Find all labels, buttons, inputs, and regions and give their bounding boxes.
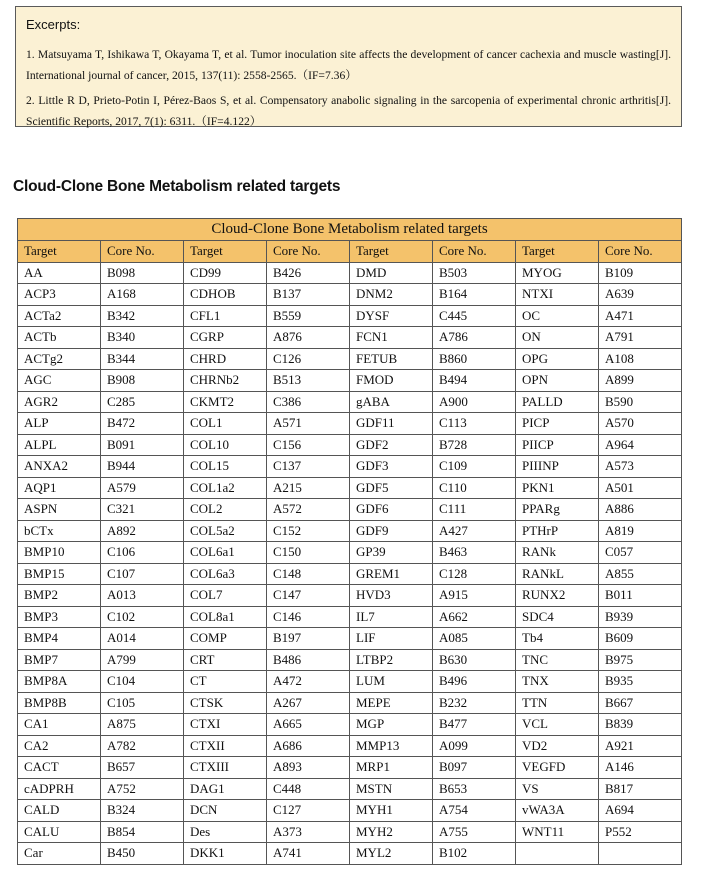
core-no-cell: B477 (433, 714, 516, 736)
target-cell: CTSK (184, 692, 267, 714)
core-no-cell: C107 (101, 563, 184, 585)
target-cell: cADPRH (18, 778, 101, 800)
core-no-cell: B939 (599, 606, 682, 628)
target-cell: SDC4 (516, 606, 599, 628)
target-cell: PPARg (516, 499, 599, 521)
core-no-cell: A899 (599, 370, 682, 392)
header-target: Target (350, 241, 433, 263)
target-cell: vWA3A (516, 800, 599, 822)
target-cell: ON (516, 327, 599, 349)
table-row (18, 434, 682, 456)
target-cell: COL8a1 (184, 606, 267, 628)
target-cell: COL6a3 (184, 563, 267, 585)
target-cell: Car (18, 843, 101, 865)
core-no-cell: A215 (267, 477, 350, 499)
core-no-cell: A570 (599, 413, 682, 435)
core-no-cell: B503 (433, 262, 516, 284)
core-no-cell: C128 (433, 563, 516, 585)
core-no-cell: B667 (599, 692, 682, 714)
table-row (18, 456, 682, 478)
table-row (18, 370, 682, 392)
target-cell: CD99 (184, 262, 267, 284)
target-cell: DNM2 (350, 284, 433, 306)
target-cell: WNT11 (516, 821, 599, 843)
core-no-cell: A662 (433, 606, 516, 628)
target-cell: FCN1 (350, 327, 433, 349)
core-no-cell: A694 (599, 800, 682, 822)
core-no-cell: B494 (433, 370, 516, 392)
target-cell: ACTa2 (18, 305, 101, 327)
table-row (18, 477, 682, 499)
target-cell: DYSF (350, 305, 433, 327)
table-row (18, 843, 682, 865)
core-no-cell: B839 (599, 714, 682, 736)
core-no-cell: B342 (101, 305, 184, 327)
core-no-cell (599, 843, 682, 865)
core-no-cell: B344 (101, 348, 184, 370)
target-cell: LIF (350, 628, 433, 650)
target-cell: PIIINP (516, 456, 599, 478)
core-no-cell: B657 (101, 757, 184, 779)
target-cell: NTXI (516, 284, 599, 306)
table-row (18, 262, 682, 284)
core-no-cell: A755 (433, 821, 516, 843)
core-no-cell: A014 (101, 628, 184, 650)
target-cell: GDF9 (350, 520, 433, 542)
target-cell: COL1a2 (184, 477, 267, 499)
core-no-cell: A892 (101, 520, 184, 542)
target-cell: COL10 (184, 434, 267, 456)
core-no-cell: B340 (101, 327, 184, 349)
target-cell: COL15 (184, 456, 267, 478)
target-cell: MYH2 (350, 821, 433, 843)
target-cell: AQP1 (18, 477, 101, 499)
target-cell: IL7 (350, 606, 433, 628)
core-no-cell: C445 (433, 305, 516, 327)
target-cell: BMP3 (18, 606, 101, 628)
excerpts-title: Excerpts: (26, 17, 81, 32)
core-no-cell: C321 (101, 499, 184, 521)
target-cell: VD2 (516, 735, 599, 757)
header-core-no: Core No. (267, 241, 350, 263)
target-cell: CT (184, 671, 267, 693)
table-row (18, 327, 682, 349)
target-cell: OC (516, 305, 599, 327)
core-no-cell: B653 (433, 778, 516, 800)
core-no-cell: A782 (101, 735, 184, 757)
table-row (18, 499, 682, 521)
target-cell: AGC (18, 370, 101, 392)
core-no-cell: C111 (433, 499, 516, 521)
core-no-cell: B486 (267, 649, 350, 671)
core-no-cell: B609 (599, 628, 682, 650)
target-cell: DAG1 (184, 778, 267, 800)
header-core-no: Core No. (599, 241, 682, 263)
target-cell: OPG (516, 348, 599, 370)
target-cell: DKK1 (184, 843, 267, 865)
target-cell: CALU (18, 821, 101, 843)
core-no-cell: C113 (433, 413, 516, 435)
target-cell: MYL2 (350, 843, 433, 865)
core-no-cell: B109 (599, 262, 682, 284)
core-no-cell: C057 (599, 542, 682, 564)
target-cell: CHRNb2 (184, 370, 267, 392)
core-no-cell: A665 (267, 714, 350, 736)
core-no-cell: A168 (101, 284, 184, 306)
table-row (18, 391, 682, 413)
target-cell: BMP2 (18, 585, 101, 607)
table-row (18, 585, 682, 607)
core-no-cell: A099 (433, 735, 516, 757)
core-no-cell: A875 (101, 714, 184, 736)
target-cell: CDHOB (184, 284, 267, 306)
core-no-cell: B630 (433, 649, 516, 671)
target-cell: AA (18, 262, 101, 284)
target-cell: OPN (516, 370, 599, 392)
core-no-cell: C146 (267, 606, 350, 628)
table-row (18, 520, 682, 542)
core-no-cell: A573 (599, 456, 682, 478)
target-cell: COL5a2 (184, 520, 267, 542)
target-cell: ALP (18, 413, 101, 435)
core-no-cell: C285 (101, 391, 184, 413)
target-cell: FMOD (350, 370, 433, 392)
core-no-cell: A471 (599, 305, 682, 327)
core-no-cell: A921 (599, 735, 682, 757)
target-cell: CTXIII (184, 757, 267, 779)
target-cell: PICP (516, 413, 599, 435)
core-no-cell: A791 (599, 327, 682, 349)
core-no-cell: A886 (599, 499, 682, 521)
target-cell: PIICP (516, 434, 599, 456)
core-no-cell: A900 (433, 391, 516, 413)
core-no-cell: B590 (599, 391, 682, 413)
target-cell: BMP7 (18, 649, 101, 671)
core-no-cell: B975 (599, 649, 682, 671)
core-no-cell: C147 (267, 585, 350, 607)
core-no-cell: B164 (433, 284, 516, 306)
target-cell: MRP1 (350, 757, 433, 779)
table-row (18, 821, 682, 843)
header-row (18, 241, 682, 263)
core-no-cell: C137 (267, 456, 350, 478)
core-no-cell: A579 (101, 477, 184, 499)
reference-2: 2. Little R D, Prieto-Potin I, Pérez-Baos S, et al. Compensatory anabolic signaling in the sarcopenia of experimental chronic arthritis[J]. Scientific Reports, 2017, 7(1): 6311.（IF=4.122） (26, 94, 671, 128)
core-no-cell: B472 (101, 413, 184, 435)
core-no-cell: A572 (267, 499, 350, 521)
target-cell: MYH1 (350, 800, 433, 822)
target-cell: MSTN (350, 778, 433, 800)
target-cell: GDF3 (350, 456, 433, 478)
core-no-cell: B137 (267, 284, 350, 306)
target-cell: BMP10 (18, 542, 101, 564)
section-title: Cloud-Clone Bone Metabolism related targets (13, 178, 341, 195)
core-no-cell: B496 (433, 671, 516, 693)
target-cell: COL6a1 (184, 542, 267, 564)
target-cell: COL2 (184, 499, 267, 521)
target-cell: RUNX2 (516, 585, 599, 607)
target-cell: CALD (18, 800, 101, 822)
core-no-cell: C150 (267, 542, 350, 564)
table-row (18, 735, 682, 757)
header-target: Target (184, 241, 267, 263)
table-row (18, 671, 682, 693)
core-no-cell: A786 (433, 327, 516, 349)
core-no-cell: C148 (267, 563, 350, 585)
target-cell: GDF2 (350, 434, 433, 456)
core-no-cell: C102 (101, 606, 184, 628)
core-no-cell: A855 (599, 563, 682, 585)
core-no-cell: A085 (433, 628, 516, 650)
core-no-cell: C126 (267, 348, 350, 370)
target-cell: CTXI (184, 714, 267, 736)
target-cell: CGRP (184, 327, 267, 349)
target-cell: DMD (350, 262, 433, 284)
target-cell: ANXA2 (18, 456, 101, 478)
core-no-cell: B197 (267, 628, 350, 650)
core-no-cell: A819 (599, 520, 682, 542)
core-no-cell: A964 (599, 434, 682, 456)
table-row (18, 563, 682, 585)
core-no-cell: C106 (101, 542, 184, 564)
table-row (18, 305, 682, 327)
core-no-cell: C104 (101, 671, 184, 693)
core-no-cell: A915 (433, 585, 516, 607)
target-cell: GP39 (350, 542, 433, 564)
target-cell: CKMT2 (184, 391, 267, 413)
target-cell: AGR2 (18, 391, 101, 413)
target-cell: PKN1 (516, 477, 599, 499)
target-cell: BMP4 (18, 628, 101, 650)
target-cell: ASPN (18, 499, 101, 521)
table-row (18, 413, 682, 435)
target-cell: GREM1 (350, 563, 433, 585)
core-no-cell: A501 (599, 477, 682, 499)
target-cell: GDF5 (350, 477, 433, 499)
core-no-cell: B324 (101, 800, 184, 822)
target-cell: TTN (516, 692, 599, 714)
table-row (18, 757, 682, 779)
target-cell: TNX (516, 671, 599, 693)
core-no-cell: A108 (599, 348, 682, 370)
table-row (18, 284, 682, 306)
table-caption: Cloud-Clone Bone Metabolism related targets (17, 218, 682, 240)
target-cell: FETUB (350, 348, 433, 370)
table-row (18, 778, 682, 800)
target-cell: ACTg2 (18, 348, 101, 370)
core-no-cell: C386 (267, 391, 350, 413)
target-cell: MEPE (350, 692, 433, 714)
targets-table (17, 218, 682, 865)
core-no-cell: B944 (101, 456, 184, 478)
core-no-cell: B935 (599, 671, 682, 693)
target-cell: bCTx (18, 520, 101, 542)
core-no-cell: C448 (267, 778, 350, 800)
core-no-cell: A571 (267, 413, 350, 435)
target-cell: LUM (350, 671, 433, 693)
target-cell: COMP (184, 628, 267, 650)
core-no-cell: A752 (101, 778, 184, 800)
core-no-cell: B450 (101, 843, 184, 865)
core-no-cell: B091 (101, 434, 184, 456)
core-no-cell: A013 (101, 585, 184, 607)
table-row (18, 606, 682, 628)
core-no-cell: A754 (433, 800, 516, 822)
core-no-cell: B908 (101, 370, 184, 392)
target-cell: ACP3 (18, 284, 101, 306)
core-no-cell: B728 (433, 434, 516, 456)
excerpts-box (15, 6, 682, 127)
table-row (18, 800, 682, 822)
target-cell: MGP (350, 714, 433, 736)
target-cell: CA1 (18, 714, 101, 736)
table-body (18, 262, 682, 864)
header-target: Target (18, 241, 101, 263)
target-cell: RANkL (516, 563, 599, 585)
table-row (18, 542, 682, 564)
core-no-cell: B817 (599, 778, 682, 800)
core-no-cell: A639 (599, 284, 682, 306)
target-cell: MMP13 (350, 735, 433, 757)
table-row (18, 628, 682, 650)
table-row (18, 714, 682, 736)
target-cell: CFL1 (184, 305, 267, 327)
target-cell: BMP8B (18, 692, 101, 714)
core-no-cell: C156 (267, 434, 350, 456)
core-no-cell: B463 (433, 542, 516, 564)
table-row (18, 649, 682, 671)
target-cell: PTHrP (516, 520, 599, 542)
target-cell: BMP15 (18, 563, 101, 585)
target-cell: ALPL (18, 434, 101, 456)
target-cell: CACT (18, 757, 101, 779)
table-row (18, 692, 682, 714)
target-cell: DCN (184, 800, 267, 822)
target-cell: VEGFD (516, 757, 599, 779)
target-cell: VS (516, 778, 599, 800)
core-no-cell: B426 (267, 262, 350, 284)
core-no-cell: B854 (101, 821, 184, 843)
target-cell: PALLD (516, 391, 599, 413)
target-cell: gABA (350, 391, 433, 413)
table-row (18, 348, 682, 370)
core-no-cell: B559 (267, 305, 350, 327)
core-no-cell: C105 (101, 692, 184, 714)
target-cell: TNC (516, 649, 599, 671)
target-cell: Tb4 (516, 628, 599, 650)
core-no-cell: A373 (267, 821, 350, 843)
target-cell: BMP8A (18, 671, 101, 693)
target-cell: CRT (184, 649, 267, 671)
core-no-cell: B102 (433, 843, 516, 865)
core-no-cell: A146 (599, 757, 682, 779)
core-no-cell: B011 (599, 585, 682, 607)
target-cell: GDF11 (350, 413, 433, 435)
target-cell: GDF6 (350, 499, 433, 521)
core-no-cell: C127 (267, 800, 350, 822)
target-cell: LTBP2 (350, 649, 433, 671)
target-cell: ACTb (18, 327, 101, 349)
core-no-cell: A427 (433, 520, 516, 542)
header-target: Target (516, 241, 599, 263)
target-cell: RANk (516, 542, 599, 564)
core-no-cell: B098 (101, 262, 184, 284)
core-no-cell: A472 (267, 671, 350, 693)
core-no-cell: A741 (267, 843, 350, 865)
target-cell: COL7 (184, 585, 267, 607)
target-cell: MYOG (516, 262, 599, 284)
header-core-no: Core No. (101, 241, 184, 263)
target-cell: HVD3 (350, 585, 433, 607)
core-no-cell: A893 (267, 757, 350, 779)
core-no-cell: C109 (433, 456, 516, 478)
core-no-cell: P552 (599, 821, 682, 843)
core-no-cell: B860 (433, 348, 516, 370)
target-cell: VCL (516, 714, 599, 736)
core-no-cell: A267 (267, 692, 350, 714)
reference-1: 1. Matsuyama T, Ishikawa T, Okayama T, et al. Tumor inoculation site affects the development of cancer cachexia and muscle wasting[J]. International journal of cancer, 2015, 137(11): 2558-2565.（IF=7.36） (26, 48, 671, 82)
core-no-cell: B513 (267, 370, 350, 392)
core-no-cell: C152 (267, 520, 350, 542)
core-no-cell: B232 (433, 692, 516, 714)
target-cell: CHRD (184, 348, 267, 370)
core-no-cell: A876 (267, 327, 350, 349)
core-no-cell: A686 (267, 735, 350, 757)
target-cell (516, 843, 599, 865)
core-no-cell: C110 (433, 477, 516, 499)
target-cell: CTXII (184, 735, 267, 757)
header-core-no: Core No. (433, 241, 516, 263)
target-cell: COL1 (184, 413, 267, 435)
target-cell: CA2 (18, 735, 101, 757)
target-cell: Des (184, 821, 267, 843)
core-no-cell: A799 (101, 649, 184, 671)
core-no-cell: B097 (433, 757, 516, 779)
